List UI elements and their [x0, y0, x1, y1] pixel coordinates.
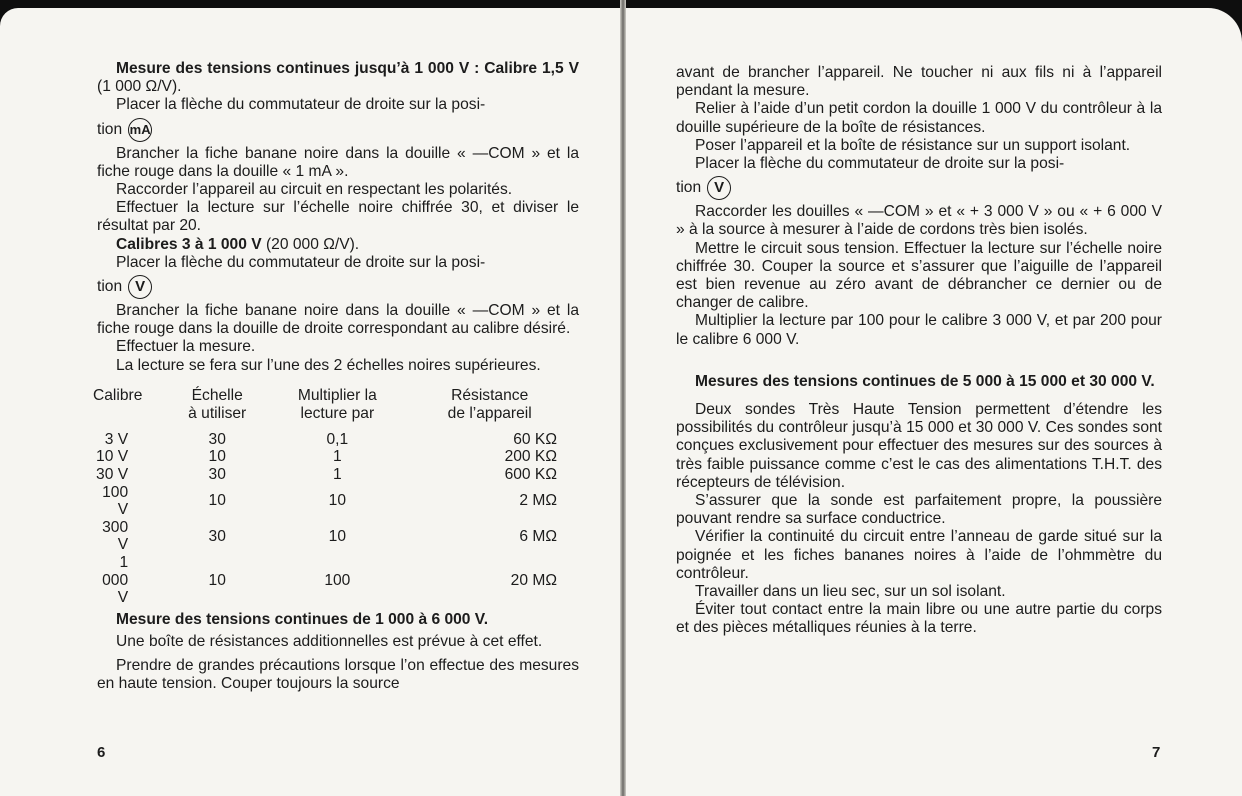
paragraph: Placer la flèche du commutateur de droite sur la posi-	[116, 96, 486, 114]
paragraph: Vérifier la continuité du circuit entre l’anneau de garde situé sur la poignée et les fiches bananes noires à l’aide de l’ohmmètre du contrôleur.	[676, 528, 1162, 582]
left-page-text	[93, 60, 579, 694]
cell-echelle: 10	[208, 571, 226, 589]
page-number-left: 6	[97, 744, 106, 761]
table-row	[93, 484, 579, 519]
cell-resistance: 20 MΩ	[510, 571, 557, 589]
left-page	[0, 8, 620, 796]
paragraph: Mettre le circuit sous tension. Effectuer la lecture sur l’échelle noire chiffrée 30. Couper la source et s’assurer que l’aiguille de l’appareil est bien revenue au zéro avant de débrancher ce dernier ou de changer de calibre.	[676, 239, 1162, 312]
paragraph: Une boîte de résistances additionnelles est prévue à cet effet.	[116, 632, 543, 650]
cell-multiplier: 0,1	[326, 430, 349, 448]
position-word: tion	[97, 277, 123, 295]
section-heading: Mesures des tensions continues de 5 000 à 15 000 et 30 000 V.	[695, 372, 1155, 390]
heading-2-text: Calibres 3 à 1 000 V	[116, 235, 262, 253]
paragraph: Raccorder les douilles « —COM » et « + 3 000 V » ou « + 6 000 V » à la source à mesurer à l’aide de cordons très bien isolés.	[676, 203, 1162, 239]
cell-calibre: 3 V	[104, 430, 129, 448]
paragraph: Placer la flèche du commutateur de droite sur la posi-	[695, 155, 1065, 173]
volt-position-icon: V	[707, 176, 731, 200]
paragraph: La lecture se fera sur l’une des 2 échelles noires supérieures.	[116, 356, 541, 374]
paragraph: avant de brancher l’appareil. Ne toucher ni aux fils ni à l’appareil pendant la mesure.	[676, 64, 1162, 100]
cell-multiplier: 10	[328, 492, 347, 510]
paragraph: Placer la flèche du commutateur de droite sur la posi-	[116, 253, 486, 271]
table-row	[93, 519, 579, 554]
column-header-resistance: Résistance de l’appareil	[447, 386, 532, 422]
cell-multiplier: 100	[324, 571, 351, 589]
section-heading-1	[97, 60, 579, 96]
section-heading-3: Mesure des tensions continues de 1 000 à 6 000 V.	[116, 610, 489, 628]
calibre-table	[93, 385, 579, 607]
cell-echelle: 10	[208, 492, 226, 510]
paragraph: S’assurer que la sonde est parfaitement propre, la poussière pouvant rendre sa surface conductrice.	[676, 492, 1162, 528]
column-header-multiplier: Multiplier la lecture par	[297, 386, 377, 422]
column-header-calibre: Calibre	[93, 386, 143, 404]
cell-resistance: 600 KΩ	[504, 466, 557, 484]
cell-echelle: 30	[208, 466, 226, 484]
paragraph: Brancher la fiche banane noire dans la douille « —COM » et la fiche rouge dans la douille de droite correspondant au calibre désiré.	[97, 302, 579, 338]
right-page	[626, 8, 1242, 796]
cell-multiplier: 10	[328, 527, 347, 545]
table-row	[93, 554, 579, 607]
cell-calibre: 30 V	[96, 466, 129, 484]
paragraph: Prendre de grandes précautions lorsque l’on effectue des mesures en haute tension. Couper toujours la source	[97, 657, 579, 693]
position-line	[97, 115, 579, 145]
heading-1-text: Mesure des tensions continues jusqu’à 1 000 V : Calibre 1,5 V	[116, 60, 579, 77]
table-header-row	[93, 385, 579, 431]
table-row	[93, 466, 579, 484]
position-line	[97, 272, 579, 302]
cell-echelle: 10	[208, 448, 226, 466]
cell-resistance: 6 MΩ	[519, 527, 557, 545]
cell-calibre: 300 V	[102, 518, 129, 554]
heading-2-unit: (20 000 Ω/V).	[265, 235, 360, 253]
paragraph: Éviter tout contact entre la main libre ou une autre partie du corps et des pièces métalliques réunies à la terre.	[676, 601, 1162, 637]
paragraph: Effectuer la mesure.	[116, 338, 256, 356]
heading-1-unit: (1 000 Ω/V).	[97, 78, 182, 96]
cell-echelle: 30	[208, 430, 226, 448]
cell-echelle: 30	[208, 527, 226, 545]
paragraph: Deux sondes Très Haute Tension permettent d’étendre les possibilités du contrôleur jusqu’à 15 000 et 30 000 V. Ces sondes sont conçues exclusivement pour effectuer des mesures sur des sources à très faible puissance comme c’est le cas des alimentations T.H.T. des récepteurs de télévision.	[676, 401, 1162, 491]
page-number-right: 7	[1152, 744, 1161, 761]
paragraph: Raccorder l’appareil au circuit en respectant les polarités.	[116, 181, 513, 199]
paragraph: Travailler dans un lieu sec, sur un sol isolant.	[695, 583, 1006, 601]
paragraph: Brancher la fiche banane noire dans la douille « —COM » et la fiche rouge dans la douille « 1 mA ».	[97, 144, 579, 180]
paragraph: Relier à l’aide d’un petit cordon la douille 1 000 V du contrôleur à la douille supérieure de la boîte de résistances.	[676, 100, 1162, 136]
cell-resistance: 2 MΩ	[519, 492, 557, 510]
paragraph: Poser l’appareil et la boîte de résistance sur un support isolant.	[695, 136, 1131, 154]
cell-calibre: 1 000 V	[102, 554, 129, 607]
table-row	[93, 448, 579, 466]
section-heading-2	[97, 236, 579, 254]
position-word: tion	[97, 120, 123, 138]
cell-calibre: 10 V	[96, 448, 129, 466]
cell-calibre: 100 V	[102, 483, 129, 519]
position-line	[676, 173, 1162, 203]
cell-multiplier: 1	[332, 448, 342, 466]
paragraph: Effectuer la lecture sur l’échelle noire chiffrée 30, et diviser le résultat par 20.	[97, 199, 579, 235]
cell-resistance: 60 KΩ	[513, 430, 557, 448]
cell-multiplier: 1	[332, 466, 342, 484]
volt-position-icon: V	[128, 275, 152, 299]
right-page-text	[676, 64, 1162, 638]
milliamp-position-icon: mA	[128, 118, 152, 142]
table-row	[93, 431, 579, 449]
paragraph: Multiplier la lecture par 100 pour le calibre 3 000 V, et par 200 pour le calibre 6 000 V.	[676, 312, 1162, 348]
column-header-echelle: Échelle à utiliser	[188, 386, 247, 422]
cell-resistance: 200 KΩ	[504, 448, 557, 466]
position-word: tion	[676, 179, 702, 197]
